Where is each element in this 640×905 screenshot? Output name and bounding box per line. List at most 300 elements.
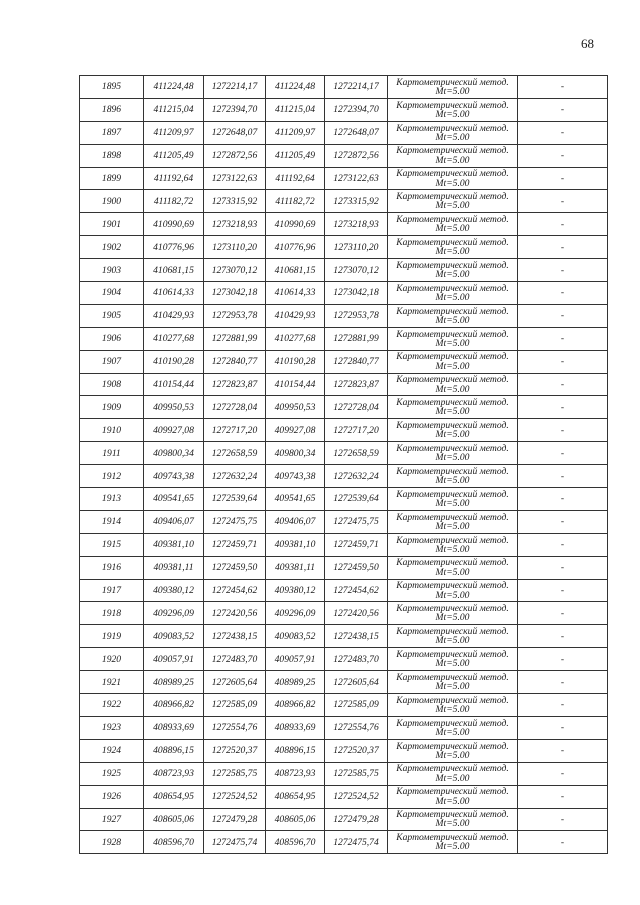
accuracy-text: Mt=5.00 — [435, 177, 470, 189]
y-coordinate: 1272394,70 — [204, 98, 266, 121]
point-number: 1905 — [80, 304, 144, 327]
point-number: 1904 — [80, 282, 144, 305]
y-coordinate: 1272585,09 — [204, 694, 266, 717]
method-text: Картометрический метод. — [396, 99, 509, 111]
method-cell — [388, 304, 518, 327]
x-coordinate-new: 408596,70 — [266, 831, 325, 854]
table-row — [80, 442, 608, 465]
note-cell: - — [518, 76, 608, 99]
method-cell — [388, 762, 518, 785]
method-cell — [388, 236, 518, 259]
y-coordinate-new: 1272648,07 — [325, 121, 388, 144]
x-coordinate: 408989,25 — [144, 671, 204, 694]
table-row — [80, 510, 608, 533]
point-number: 1902 — [80, 236, 144, 259]
method-cell — [388, 739, 518, 762]
x-coordinate: 411215,04 — [144, 98, 204, 121]
x-coordinate: 411209,97 — [144, 121, 204, 144]
accuracy-text: Mt=5.00 — [435, 749, 470, 761]
method-cell — [388, 144, 518, 167]
table-row — [80, 465, 608, 488]
y-coordinate-new: 1272475,75 — [325, 510, 388, 533]
x-coordinate: 410154,44 — [144, 373, 204, 396]
method-cell — [388, 213, 518, 236]
x-coordinate: 408896,15 — [144, 739, 204, 762]
y-coordinate-new: 1273315,92 — [325, 190, 388, 213]
y-coordinate: 1272459,50 — [204, 556, 266, 579]
y-coordinate-new: 1272459,71 — [325, 533, 388, 556]
method-text: Картометрический метод. — [396, 465, 509, 477]
method-text: Картометрический метод. — [396, 191, 509, 203]
accuracy-text: Mt=5.00 — [435, 681, 470, 693]
accuracy-text: Mt=5.00 — [435, 497, 470, 509]
accuracy-text: Mt=5.00 — [435, 154, 470, 166]
accuracy-text: Mt=5.00 — [435, 131, 470, 143]
y-coordinate-new: 1273110,20 — [325, 236, 388, 259]
method-cell — [388, 694, 518, 717]
point-number: 1924 — [80, 739, 144, 762]
method-cell — [388, 556, 518, 579]
method-text: Картометрический метод. — [396, 832, 509, 844]
point-number: 1895 — [80, 76, 144, 99]
note-cell: - — [518, 419, 608, 442]
table-row — [80, 282, 608, 305]
table-row — [80, 98, 608, 121]
x-coordinate-new: 410154,44 — [266, 373, 325, 396]
x-coordinate: 408933,69 — [144, 716, 204, 739]
accuracy-text: Mt=5.00 — [435, 337, 470, 349]
accuracy-text: Mt=5.00 — [435, 726, 470, 738]
accuracy-text: Mt=5.00 — [435, 795, 470, 807]
point-number: 1910 — [80, 419, 144, 442]
y-coordinate-new: 1272524,52 — [325, 785, 388, 808]
y-coordinate: 1272728,04 — [204, 396, 266, 419]
accuracy-text: Mt=5.00 — [435, 566, 470, 578]
x-coordinate-new: 409927,08 — [266, 419, 325, 442]
x-coordinate: 409083,52 — [144, 625, 204, 648]
method-text: Картометрический метод. — [396, 145, 509, 157]
y-coordinate-new: 1272658,59 — [325, 442, 388, 465]
method-cell — [388, 396, 518, 419]
note-cell: - — [518, 304, 608, 327]
method-cell — [388, 373, 518, 396]
point-number: 1898 — [80, 144, 144, 167]
x-coordinate: 410614,33 — [144, 282, 204, 305]
point-number: 1897 — [80, 121, 144, 144]
accuracy-text: Mt=5.00 — [435, 543, 470, 555]
x-coordinate-new: 410190,28 — [266, 350, 325, 373]
table-row — [80, 533, 608, 556]
coordinates-table — [79, 75, 608, 854]
method-text: Картометрический метод. — [396, 282, 509, 294]
method-cell — [388, 350, 518, 373]
note-cell: - — [518, 350, 608, 373]
table-row — [80, 327, 608, 350]
y-coordinate: 1272214,17 — [204, 76, 266, 99]
y-coordinate-new: 1272728,04 — [325, 396, 388, 419]
method-cell — [388, 465, 518, 488]
x-coordinate-new: 408989,25 — [266, 671, 325, 694]
note-cell: - — [518, 808, 608, 831]
x-coordinate: 409381,11 — [144, 556, 204, 579]
point-number: 1926 — [80, 785, 144, 808]
x-coordinate-new: 408723,93 — [266, 762, 325, 785]
method-cell — [388, 121, 518, 144]
method-cell — [388, 671, 518, 694]
accuracy-text: Mt=5.00 — [435, 520, 470, 532]
page-number: 68 — [581, 36, 594, 51]
point-number: 1901 — [80, 213, 144, 236]
accuracy-text: Mt=5.00 — [435, 223, 470, 235]
y-coordinate-new: 1272585,75 — [325, 762, 388, 785]
note-cell: - — [518, 190, 608, 213]
table-row — [80, 602, 608, 625]
point-number: 1908 — [80, 373, 144, 396]
note-cell: - — [518, 98, 608, 121]
point-number: 1900 — [80, 190, 144, 213]
table-row — [80, 304, 608, 327]
accuracy-text: Mt=5.00 — [435, 818, 470, 830]
x-coordinate-new: 409380,12 — [266, 579, 325, 602]
method-text: Картометрический метод. — [396, 442, 509, 454]
accuracy-text: Mt=5.00 — [435, 200, 470, 212]
accuracy-text: Mt=5.00 — [435, 658, 470, 670]
accuracy-text: Mt=5.00 — [435, 246, 470, 258]
note-cell: - — [518, 236, 608, 259]
method-cell — [388, 442, 518, 465]
note-cell: - — [518, 259, 608, 282]
x-coordinate-new: 408605,06 — [266, 808, 325, 831]
x-coordinate: 409057,91 — [144, 648, 204, 671]
note-cell: - — [518, 488, 608, 511]
x-coordinate-new: 409406,07 — [266, 510, 325, 533]
table-row — [80, 671, 608, 694]
accuracy-text: Mt=5.00 — [435, 269, 470, 281]
accuracy-text: Mt=5.00 — [435, 612, 470, 624]
y-coordinate: 1273218,93 — [204, 213, 266, 236]
method-text: Картометрический метод. — [396, 603, 509, 615]
note-cell: - — [518, 442, 608, 465]
x-coordinate-new: 408966,82 — [266, 694, 325, 717]
table-row — [80, 625, 608, 648]
table-row — [80, 785, 608, 808]
method-text: Картометрический метод. — [396, 305, 509, 317]
table-row — [80, 259, 608, 282]
method-text: Картометрический метод. — [396, 626, 509, 638]
accuracy-text: Mt=5.00 — [435, 429, 470, 441]
x-coordinate: 409541,65 — [144, 488, 204, 511]
note-cell: - — [518, 533, 608, 556]
table-row — [80, 396, 608, 419]
table-row — [80, 350, 608, 373]
table-row — [80, 716, 608, 739]
method-text: Картометрический метод. — [396, 786, 509, 798]
x-coordinate-new: 410614,33 — [266, 282, 325, 305]
y-coordinate: 1272605,64 — [204, 671, 266, 694]
point-number: 1912 — [80, 465, 144, 488]
method-cell — [388, 76, 518, 99]
table-row — [80, 419, 608, 442]
point-number: 1907 — [80, 350, 144, 373]
y-coordinate: 1272658,59 — [204, 442, 266, 465]
x-coordinate: 409743,38 — [144, 465, 204, 488]
table-row — [80, 556, 608, 579]
x-coordinate-new: 409381,11 — [266, 556, 325, 579]
y-coordinate-new: 1272520,37 — [325, 739, 388, 762]
x-coordinate-new: 408896,15 — [266, 739, 325, 762]
y-coordinate-new: 1272823,87 — [325, 373, 388, 396]
x-coordinate-new: 409057,91 — [266, 648, 325, 671]
y-coordinate-new: 1272483,70 — [325, 648, 388, 671]
y-coordinate: 1272539,64 — [204, 488, 266, 511]
y-coordinate: 1272840,77 — [204, 350, 266, 373]
x-coordinate: 411192,64 — [144, 167, 204, 190]
point-number: 1913 — [80, 488, 144, 511]
note-cell: - — [518, 167, 608, 190]
x-coordinate: 409296,09 — [144, 602, 204, 625]
note-cell: - — [518, 739, 608, 762]
accuracy-text: Mt=5.00 — [435, 703, 470, 715]
y-coordinate: 1272454,62 — [204, 579, 266, 602]
method-cell — [388, 533, 518, 556]
note-cell: - — [518, 282, 608, 305]
table-row — [80, 739, 608, 762]
x-coordinate: 409927,08 — [144, 419, 204, 442]
table-row — [80, 144, 608, 167]
y-coordinate: 1273315,92 — [204, 190, 266, 213]
method-cell — [388, 259, 518, 282]
y-coordinate-new: 1272554,76 — [325, 716, 388, 739]
method-cell — [388, 602, 518, 625]
method-text: Картометрический метод. — [396, 168, 509, 180]
point-number: 1920 — [80, 648, 144, 671]
point-number: 1928 — [80, 831, 144, 854]
y-coordinate: 1272823,87 — [204, 373, 266, 396]
x-coordinate-new: 409743,38 — [266, 465, 325, 488]
note-cell: - — [518, 648, 608, 671]
x-coordinate-new: 408933,69 — [266, 716, 325, 739]
x-coordinate: 411182,72 — [144, 190, 204, 213]
method-text: Картометрический метод. — [396, 76, 509, 88]
note-cell: - — [518, 556, 608, 579]
y-coordinate: 1273042,18 — [204, 282, 266, 305]
table-row — [80, 121, 608, 144]
note-cell: - — [518, 671, 608, 694]
method-text: Картометрический метод. — [396, 649, 509, 660]
point-number: 1911 — [80, 442, 144, 465]
y-coordinate-new: 1272394,70 — [325, 98, 388, 121]
method-cell — [388, 625, 518, 648]
y-coordinate-new: 1272454,62 — [325, 579, 388, 602]
y-coordinate: 1272524,52 — [204, 785, 266, 808]
method-text: Картометрический метод. — [396, 259, 509, 271]
y-coordinate: 1272632,24 — [204, 465, 266, 488]
y-coordinate: 1272717,20 — [204, 419, 266, 442]
x-coordinate: 409950,53 — [144, 396, 204, 419]
x-coordinate-new: 411209,97 — [266, 121, 325, 144]
x-coordinate: 410277,68 — [144, 327, 204, 350]
method-cell — [388, 167, 518, 190]
method-text: Картометрический метод. — [396, 717, 509, 729]
table-row — [80, 648, 608, 671]
x-coordinate: 408596,70 — [144, 831, 204, 854]
y-coordinate: 1272520,37 — [204, 739, 266, 762]
note-cell: - — [518, 716, 608, 739]
y-coordinate-new: 1272420,56 — [325, 602, 388, 625]
x-coordinate-new: 411192,64 — [266, 167, 325, 190]
x-coordinate: 409381,10 — [144, 533, 204, 556]
note-cell: - — [518, 327, 608, 350]
y-coordinate-new: 1272840,77 — [325, 350, 388, 373]
point-number: 1922 — [80, 694, 144, 717]
note-cell: - — [518, 144, 608, 167]
y-coordinate-new: 1272479,28 — [325, 808, 388, 831]
point-number: 1896 — [80, 98, 144, 121]
table-row — [80, 373, 608, 396]
accuracy-text: Mt=5.00 — [435, 475, 470, 487]
y-coordinate: 1272648,07 — [204, 121, 266, 144]
x-coordinate: 409406,07 — [144, 510, 204, 533]
method-cell — [388, 98, 518, 121]
y-coordinate-new: 1273042,18 — [325, 282, 388, 305]
y-coordinate: 1272459,71 — [204, 533, 266, 556]
method-text: Картометрический метод. — [396, 557, 509, 569]
method-text: Картометрический метод. — [396, 580, 509, 592]
table-row — [80, 236, 608, 259]
y-coordinate-new: 1272438,15 — [325, 625, 388, 648]
y-coordinate: 1273070,12 — [204, 259, 266, 282]
accuracy-text: Mt=5.00 — [435, 108, 470, 120]
point-number: 1921 — [80, 671, 144, 694]
method-text: Картометрический метод. — [396, 511, 509, 523]
method-text: Картометрический метод. — [396, 397, 509, 409]
y-coordinate: 1272953,78 — [204, 304, 266, 327]
x-coordinate-new: 411224,48 — [266, 76, 325, 99]
method-cell — [388, 716, 518, 739]
x-coordinate-new: 409950,53 — [266, 396, 325, 419]
accuracy-text: Mt=5.00 — [435, 589, 470, 601]
point-number: 1909 — [80, 396, 144, 419]
table-row — [80, 167, 608, 190]
x-coordinate: 411224,48 — [144, 76, 204, 99]
x-coordinate: 408723,93 — [144, 762, 204, 785]
method-text: Картометрический метод. — [396, 420, 509, 432]
point-number: 1916 — [80, 556, 144, 579]
y-coordinate-new: 1272881,99 — [325, 327, 388, 350]
method-cell — [388, 510, 518, 533]
method-text: Картометрический метод. — [396, 236, 509, 248]
method-cell — [388, 488, 518, 511]
y-coordinate: 1272881,99 — [204, 327, 266, 350]
y-coordinate: 1273122,63 — [204, 167, 266, 190]
method-text: Картометрический метод. — [396, 328, 509, 340]
y-coordinate-new: 1272475,74 — [325, 831, 388, 854]
point-number: 1915 — [80, 533, 144, 556]
note-cell: - — [518, 121, 608, 144]
x-coordinate-new: 408654,95 — [266, 785, 325, 808]
x-coordinate-new: 410429,93 — [266, 304, 325, 327]
accuracy-text: Mt=5.00 — [435, 635, 470, 647]
x-coordinate-new: 409296,09 — [266, 602, 325, 625]
y-coordinate-new: 1273122,63 — [325, 167, 388, 190]
x-coordinate-new: 409800,34 — [266, 442, 325, 465]
accuracy-text: Mt=5.00 — [435, 772, 470, 784]
x-coordinate: 410990,69 — [144, 213, 204, 236]
x-coordinate: 408605,06 — [144, 808, 204, 831]
y-coordinate: 1272483,70 — [204, 648, 266, 671]
y-coordinate: 1272479,28 — [204, 808, 266, 831]
note-cell: - — [518, 785, 608, 808]
y-coordinate-new: 1272872,56 — [325, 144, 388, 167]
method-text: Картометрический метод. — [396, 214, 509, 226]
y-coordinate: 1272872,56 — [204, 144, 266, 167]
x-coordinate-new: 411182,72 — [266, 190, 325, 213]
note-cell: - — [518, 213, 608, 236]
method-text: Картометрический метод. — [396, 671, 509, 683]
table-row — [80, 190, 608, 213]
y-coordinate-new: 1272717,20 — [325, 419, 388, 442]
y-coordinate: 1272585,75 — [204, 762, 266, 785]
method-cell — [388, 190, 518, 213]
method-text: Картометрический метод. — [396, 374, 509, 386]
x-coordinate: 410190,28 — [144, 350, 204, 373]
accuracy-text: Mt=5.00 — [435, 452, 470, 464]
x-coordinate: 410681,15 — [144, 259, 204, 282]
y-coordinate-new: 1272214,17 — [325, 76, 388, 99]
x-coordinate: 408654,95 — [144, 785, 204, 808]
x-coordinate-new: 410681,15 — [266, 259, 325, 282]
note-cell: - — [518, 579, 608, 602]
table-row — [80, 762, 608, 785]
x-coordinate: 411205,49 — [144, 144, 204, 167]
note-cell: - — [518, 625, 608, 648]
accuracy-text: Mt=5.00 — [435, 841, 470, 853]
method-text: Картометрический метод. — [396, 122, 509, 134]
table-row — [80, 831, 608, 854]
method-text: Картометрический метод. — [396, 488, 509, 500]
method-text: Картометрический метод. — [396, 534, 509, 546]
method-text: Картометрический метод. — [396, 809, 509, 821]
x-coordinate: 409800,34 — [144, 442, 204, 465]
y-coordinate: 1272475,74 — [204, 831, 266, 854]
method-cell — [388, 419, 518, 442]
note-cell: - — [518, 465, 608, 488]
x-coordinate-new: 410776,96 — [266, 236, 325, 259]
method-text: Картометрический метод. — [396, 740, 509, 752]
note-cell: - — [518, 694, 608, 717]
method-cell — [388, 831, 518, 854]
point-number: 1918 — [80, 602, 144, 625]
table-row — [80, 76, 608, 99]
method-cell — [388, 808, 518, 831]
x-coordinate-new: 411205,49 — [266, 144, 325, 167]
y-coordinate-new: 1272953,78 — [325, 304, 388, 327]
table-row — [80, 808, 608, 831]
table-row — [80, 579, 608, 602]
x-coordinate-new: 410990,69 — [266, 213, 325, 236]
note-cell: - — [518, 396, 608, 419]
y-coordinate-new: 1272632,24 — [325, 465, 388, 488]
accuracy-text: Mt=5.00 — [435, 85, 470, 97]
y-coordinate: 1272420,56 — [204, 602, 266, 625]
table-row — [80, 488, 608, 511]
method-text: Картометрический метод. — [396, 763, 509, 775]
method-cell — [388, 785, 518, 808]
y-coordinate-new: 1273070,12 — [325, 259, 388, 282]
point-number: 1919 — [80, 625, 144, 648]
x-coordinate-new: 411215,04 — [266, 98, 325, 121]
point-number: 1906 — [80, 327, 144, 350]
